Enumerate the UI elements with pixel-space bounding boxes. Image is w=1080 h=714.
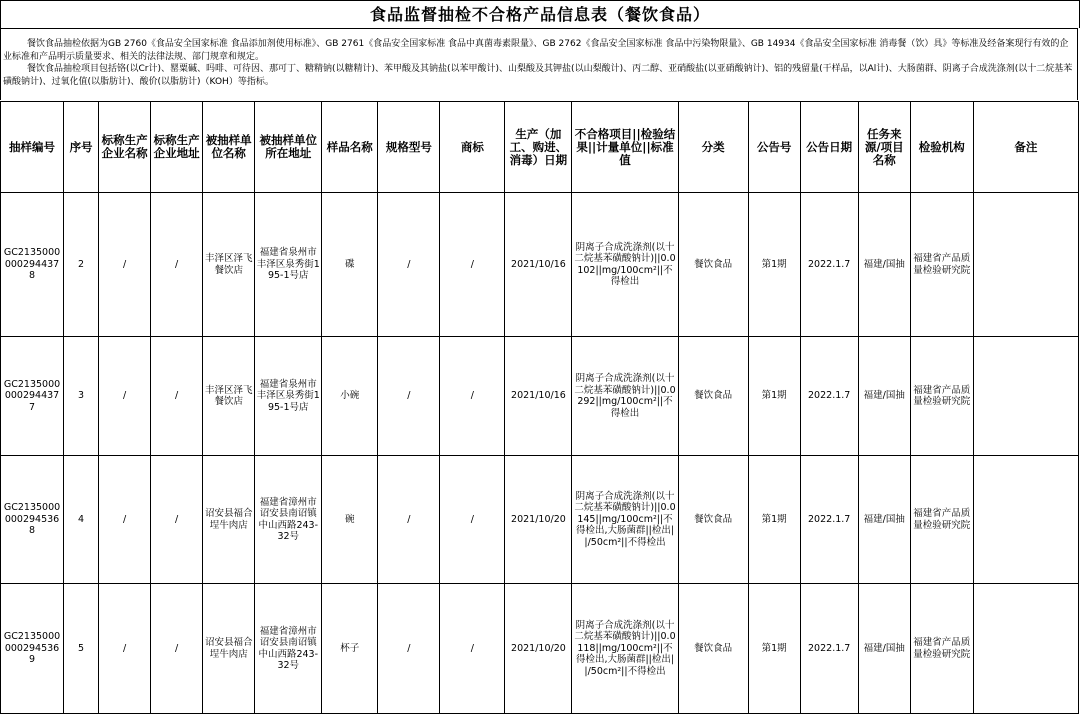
cell-category: 餐饮食品 — [678, 337, 748, 456]
cell-agency: 福建省产品质量检验研究院 — [910, 193, 973, 337]
cell-unit-address: 福建省漳州市诏安县南诏镇中山西路243-32号 — [255, 456, 322, 584]
cell-sampled-unit: 丰泽区泽飞餐饮店 — [203, 337, 255, 456]
cell-remark — [973, 456, 1078, 584]
column-header: 被抽样单位所在地址 — [255, 102, 322, 193]
intro-paragraph: 餐饮食品抽检依据为GB 2760《食品安全国家标准 食品添加剂使用标准》、GB 2761《食品安全国家标准 食品中真菌毒素限量》、GB 2762《食品安全国家标准 食品中污染物限量》、GB 14934《食品安全国家标准 消毒餐（饮）具》等标准及经备案现行有效的企业标准和产品明示质量要求、相关的法律法规、部门规章和规定。 — [3, 39, 1069, 62]
cell-brand: / — [440, 193, 505, 337]
cell-unit-address: 福建省泉州市丰泽区泉秀街195-1号店 — [255, 337, 322, 456]
cell-sample-name: 杯子 — [322, 584, 378, 714]
cell-mfr-address: / — [151, 584, 203, 714]
cell-remark — [973, 337, 1078, 456]
cell-mfr-name: / — [99, 456, 151, 584]
table-header-row — [1, 102, 1079, 193]
cell-brand: / — [440, 584, 505, 714]
cell-mfr-name: / — [99, 193, 151, 337]
cell-failed-item: 阴离子合成洗涤剂(以十二烷基苯磺酸钠计)||0.0118||mg/100cm²||不得检出,大肠菌群||检出||/50cm²||不得检出 — [572, 584, 678, 714]
cell-seq: 5 — [64, 584, 99, 714]
table-row — [1, 456, 1079, 584]
results-table — [0, 101, 1079, 714]
page-title: 食品监督抽检不合格产品信息表（餐饮食品） — [0, 0, 1080, 28]
intro-paragraph: 餐饮食品抽检项目包括铬(以Cr计)、罂粟碱、吗啡、可待因、那可丁、糖精钠(以糖精计)、苯甲酸及其钠盐(以苯甲酸计)、山梨酸及其钾盐(以山梨酸计)、丙二醇、亚硝酸盐(以亚硝酸钠计)、铝的残留量(干样品，以Al计)、大肠菌群、阴离子合成洗涤剂(以十二烷基苯磺酸钠计)、过氧化值(以脂肪计)、酸价(以脂肪计)（KOH）等指标。 — [3, 64, 1073, 87]
cell-remark — [973, 584, 1078, 714]
cell-date: 2021/10/16 — [505, 193, 572, 337]
table-row — [1, 337, 1079, 456]
cell-sampled-unit: 诏安县福合埕牛肉店 — [203, 584, 255, 714]
column-header: 序号 — [64, 102, 99, 193]
cell-notice-date: 2022.1.7 — [800, 584, 858, 714]
cell-remark — [973, 193, 1078, 337]
table-row — [1, 584, 1079, 714]
column-header: 备注 — [973, 102, 1078, 193]
cell-task-source: 福建/国抽 — [858, 337, 910, 456]
cell-spec: / — [378, 193, 440, 337]
column-header: 不合格项目||检验结果||计量单位||标准值 — [572, 102, 678, 193]
cell-notice-date: 2022.1.7 — [800, 456, 858, 584]
cell-spec: / — [378, 584, 440, 714]
column-header: 商标 — [440, 102, 505, 193]
cell-notice-number: 第1期 — [748, 337, 800, 456]
cell-agency: 福建省产品质量检验研究院 — [910, 337, 973, 456]
column-header: 公告号 — [748, 102, 800, 193]
cell-spec: / — [378, 337, 440, 456]
cell-failed-item: 阴离子合成洗涤剂(以十二烷基苯磺酸钠计)||0.0145||mg/100cm²||不得检出,大肠菌群||检出||/50cm²||不得检出 — [572, 456, 678, 584]
cell-seq: 2 — [64, 193, 99, 337]
cell-sampled-unit: 丰泽区泽飞餐饮店 — [203, 193, 255, 337]
cell-mfr-name: / — [99, 584, 151, 714]
cell-sample-name: 小碗 — [322, 337, 378, 456]
column-header: 公告日期 — [800, 102, 858, 193]
cell-category: 餐饮食品 — [678, 193, 748, 337]
cell-category: 餐饮食品 — [678, 456, 748, 584]
cell-task-source: 福建/国抽 — [858, 584, 910, 714]
cell-unit-address: 福建省泉州市丰泽区泉秀街195-1号店 — [255, 193, 322, 337]
cell-sample-code: GC21350000002944378 — [1, 193, 64, 337]
cell-sample-code: GC21350000002945369 — [1, 584, 64, 714]
cell-brand: / — [440, 337, 505, 456]
column-header: 标称生产企业地址 — [151, 102, 203, 193]
column-header: 生产（加工、购进、消毒）日期 — [505, 102, 572, 193]
cell-seq: 3 — [64, 337, 99, 456]
column-header: 标称生产企业名称 — [99, 102, 151, 193]
cell-brand: / — [440, 456, 505, 584]
cell-mfr-address: / — [151, 193, 203, 337]
cell-failed-item: 阴离子合成洗涤剂(以十二烷基苯磺酸钠计)||0.0292||mg/100cm²||不得检出 — [572, 337, 678, 456]
cell-agency: 福建省产品质量检验研究院 — [910, 584, 973, 714]
cell-notice-number: 第1期 — [748, 193, 800, 337]
cell-notice-number: 第1期 — [748, 456, 800, 584]
table-row — [1, 193, 1079, 337]
cell-sample-name: 碟 — [322, 193, 378, 337]
cell-mfr-address: / — [151, 337, 203, 456]
cell-category: 餐饮食品 — [678, 584, 748, 714]
cell-notice-date: 2022.1.7 — [800, 193, 858, 337]
column-header: 检验机构 — [910, 102, 973, 193]
column-header: 被抽样单位名称 — [203, 102, 255, 193]
cell-date: 2021/10/16 — [505, 337, 572, 456]
cell-mfr-name: / — [99, 337, 151, 456]
cell-seq: 4 — [64, 456, 99, 584]
column-header: 任务来源/项目名称 — [858, 102, 910, 193]
cell-sample-code: GC21350000002944377 — [1, 337, 64, 456]
cell-date: 2021/10/20 — [505, 456, 572, 584]
cell-failed-item: 阴离子合成洗涤剂(以十二烷基苯磺酸钠计)||0.0102||mg/100cm²||不得检出 — [572, 193, 678, 337]
intro-notes — [0, 28, 1078, 100]
cell-mfr-address: / — [151, 456, 203, 584]
cell-notice-number: 第1期 — [748, 584, 800, 714]
cell-unit-address: 福建省漳州市诏安县南诏镇中山西路243-32号 — [255, 584, 322, 714]
cell-date: 2021/10/20 — [505, 584, 572, 714]
column-header: 样品名称 — [322, 102, 378, 193]
column-header: 抽样编号 — [1, 102, 64, 193]
cell-spec: / — [378, 456, 440, 584]
column-header: 规格型号 — [378, 102, 440, 193]
cell-notice-date: 2022.1.7 — [800, 337, 858, 456]
cell-task-source: 福建/国抽 — [858, 456, 910, 584]
cell-task-source: 福建/国抽 — [858, 193, 910, 337]
cell-sampled-unit: 诏安县福合埕牛肉店 — [203, 456, 255, 584]
cell-sample-code: GC21350000002945368 — [1, 456, 64, 584]
cell-agency: 福建省产品质量检验研究院 — [910, 456, 973, 584]
cell-sample-name: 碗 — [322, 456, 378, 584]
column-header: 分类 — [678, 102, 748, 193]
